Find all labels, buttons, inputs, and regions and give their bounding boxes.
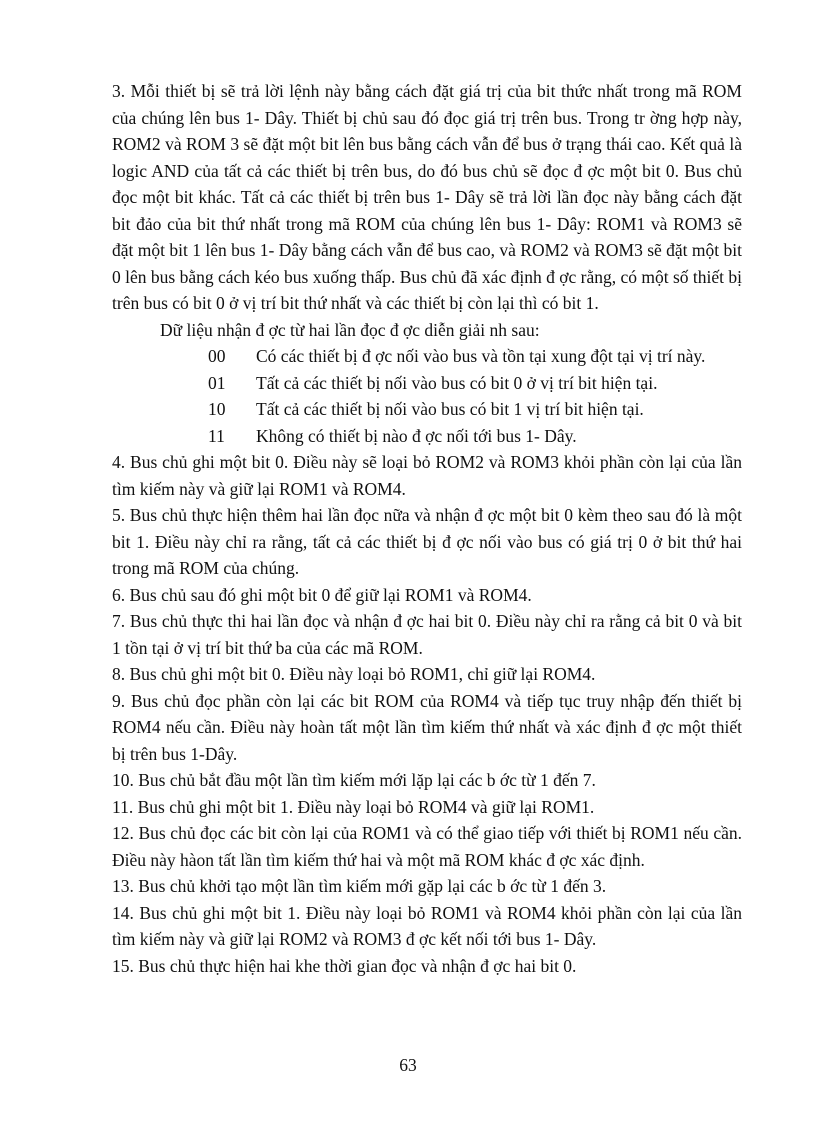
paragraph-step-6: 6. Bus chủ sau đó ghi một bit 0 để giữ lại ROM1 và ROM4. xyxy=(112,584,532,605)
paragraph-step-10: 10. Bus chủ bắt đầu một lần tìm kiếm mới lặp lại các b ớc từ 1 đến 7. xyxy=(112,770,596,790)
paragraph-step-5: 5. Bus chủ thực hiện thêm hai lần đọc nữa và nhận đ ợc một bit 0 kèm theo sau đó là một bit 1. Điều này chỉ ra rằng, tất cả các thiết bị đ ợc nối vào bus có giá trị 0 ở bit thứ hai trong mã ROM của chúng. xyxy=(112,505,742,578)
code-row-11 xyxy=(112,423,742,450)
paragraph-step-13: 13. Bus chủ khởi tạo một lần tìm kiếm mới gặp lại các b ớc từ 1 đến 3. xyxy=(112,876,607,896)
code-row-01 xyxy=(112,370,742,397)
paragraph-step-14: 14. Bus chủ ghi một bit 1. Điều này loại bỏ ROM1 và ROM4 khỏi phần còn lại của lần tìm kiếm này và giữ lại ROM2 và ROM3 đ ợc kết nối tới bus 1- Dây. xyxy=(112,902,742,949)
code-description: Tất cả các thiết bị nối vào bus có bit 0 ở vị trí bit hiện tại. xyxy=(256,372,658,393)
code-description: Có các thiết bị đ ợc nối vào bus và tồn tại xung đột tại vị trí này. xyxy=(256,346,706,366)
code-value: 10 xyxy=(208,399,226,419)
paragraph-step-8: 8. Bus chủ ghi một bit 0. Điều này loại bỏ ROM1, chỉ giữ lại ROM4. xyxy=(112,664,596,684)
code-row-10 xyxy=(112,396,742,423)
paragraph-step-9: 9. Bus chủ đọc phần còn lại các bit ROM của ROM4 và tiếp tục truy nhập đến thiết bị ROM4 nếu cần. Điều này hoàn tất một lần tìm kiếm thứ nhất và xác định đ ợc một thiết bị trên bus 1-Dây. xyxy=(112,690,742,764)
code-row-00 xyxy=(112,343,742,370)
code-description: Không có thiết bị nào đ ợc nối tới bus 1- Dây. xyxy=(256,425,577,446)
paragraph-step-7: 7. Bus chủ thực thi hai lần đọc và nhận đ ợc hai bit 0. Điều này chỉ ra rằng cả bit 0 và bit 1 tồn tại ở vị trí bit thứ ba của các mã ROM. xyxy=(112,611,742,658)
page-number: 63 xyxy=(399,1055,417,1075)
code-value: 01 xyxy=(208,372,226,393)
code-value: 11 xyxy=(208,425,225,446)
code-value: 00 xyxy=(208,346,226,366)
paragraph-step-15: 15. Bus chủ thực hiện hai khe thời gian đọc và nhận đ ợc hai bit 0. xyxy=(112,955,577,976)
paragraph-step-12: 12. Bus chủ đọc các bit còn lại của ROM1 và có thể giao tiếp với thiết bị ROM1 nếu cần. Điều này hàon tất lần tìm kiếm thứ hai và một mã ROM khác đ ợc xác định. xyxy=(112,823,742,870)
interpretation-intro: Dữ liệu nhận đ ợc từ hai lần đọc đ ợc diễn giải nh sau: xyxy=(160,319,540,340)
code-description: Tất cả các thiết bị nối vào bus có bit 1 vị trí bit hiện tại. xyxy=(256,399,644,419)
paragraph-step-3: 3. Mỗi thiết bị sẽ trả lời lệnh này bằng cách đặt giá trị của bit thức nhất trong mã ROM của chúng lên bus 1- Dây. Thiết bị chủ sau đó đọc giá trị trên bus. Trong tr ờng hợp này, ROM2 và ROM 3 sẽ đặt một bit lên bus bằng cách vẫn để bus ở trạng thái cao. Kết quả là logic AND của tất cả các thiết bị trên bus, do đó bus chủ sẽ đọc đ ợc một bit 0. Bus chủ đọc một bit khác. Tất cả các thiết bị trên bus 1- Dây sẽ trả lời lần đọc này bằng cách đặt bit đảo của bit thứ nhất trong mã ROM của chúng lên bus 1- Dây: ROM1 và ROM3 sẽ đặt một bit 1 lên bus 1- Dây bằng cách vẫn để bus cao, và ROM2 và ROM3 sẽ đặt một bit 0 lên bus bằng cách kéo bus xuống thấp. Bus chủ đã xác định đ ợc rằng, có một số thiết bị trên bus có bit 0 ở vị trí bit thứ nhất và các thiết bị còn lại thì có bit 1. xyxy=(112,81,742,313)
paragraph-step-4: 4. Bus chủ ghi một bit 0. Điều này sẽ loại bỏ ROM2 và ROM3 khỏi phần còn lại của lần tìm kiếm này và giữ lại ROM1 và ROM4. xyxy=(112,452,742,499)
document-page xyxy=(112,78,742,979)
paragraph-step-11: 11. Bus chủ ghi một bit 1. Điều này loại bỏ ROM4 và giữ lại ROM1. xyxy=(112,796,595,817)
